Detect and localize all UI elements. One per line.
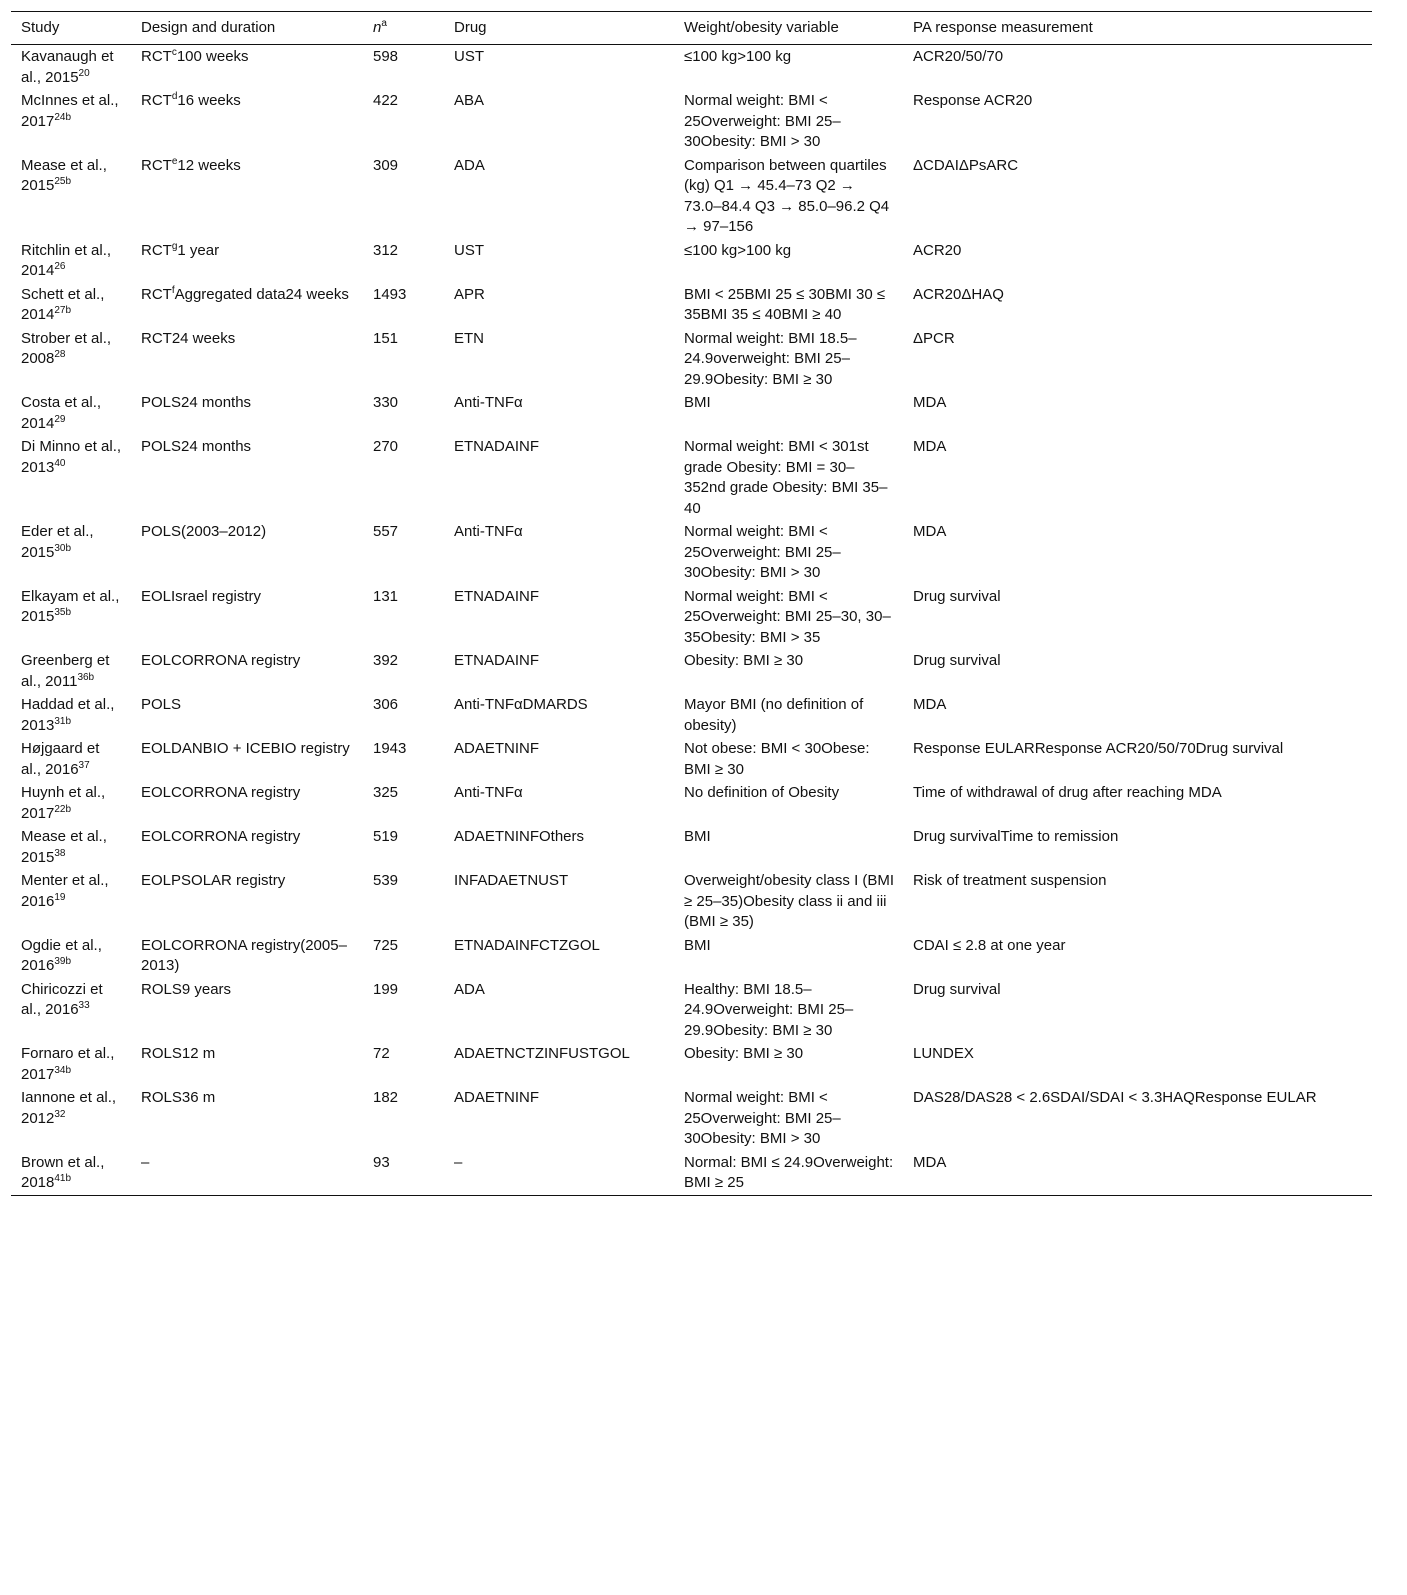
cell-design [131,585,363,650]
table-row [11,45,1372,90]
cell-weight: Obesity: BMI ≥ 30 [684,1045,804,1062]
cell-weight: Comparison between quartiles (kg) Q1 → 45.4–73 Q2 → 73.0–84.4 Q3 → 85.0–96.2 Q4 → 97–156 [684,156,890,235]
study-reference: 31b [54,715,72,727]
cell-drug: APR [454,285,485,303]
cell-weight: BMI [684,394,711,411]
design-type: EOLPSOLAR registry [141,872,286,889]
cell-n: 312 [373,241,399,259]
cell-study [11,391,131,435]
cell-weight: Normal weight: BMI 18.5–24.9overweight: BMI 25–29.9Obesity: BMI ≥ 30 [684,329,857,388]
cell-drug: Anti-TNFαDMARDS [454,696,588,713]
cell-design [131,934,363,978]
cell-pa-response: LUNDEX [913,1045,974,1062]
study-reference: 33 [78,1000,90,1011]
cell-pa-response: Risk of treatment suspension [913,872,1107,889]
design-duration: 1 year [177,241,220,259]
design-footnote: c [171,47,177,58]
cell-pa-response: ΔCDAIΔPsARC [913,156,1019,174]
study-reference: 20 [78,67,90,79]
table-header [11,12,1372,45]
cell-drug: ADAETNCTZINFUSTGOL [454,1045,630,1062]
design-type: EOLCORRONA registry(2005–2013) [141,936,347,974]
cell-n: 325 [373,784,399,801]
cell-design [131,781,363,825]
cell-drug: Anti-TNFα [454,784,523,801]
study-name: Brown et al., 2018 [21,1153,105,1191]
table-row [11,1151,1372,1196]
design-duration: 100 weeks [176,48,249,65]
design-type: RCT [141,156,172,174]
cell-study [11,737,131,781]
table-row [11,154,1372,239]
cell-weight: Overweight/obesity class I (BMI ≥ 25–35)Obesity class ii and iii (BMI ≥ 35) [684,872,895,930]
study-name: Menter et al., 2016 [21,872,109,910]
design-type: EOLCORRONA registry [141,784,301,801]
table-row [11,825,1372,869]
cell-study [11,781,131,825]
cell-n: 270 [373,438,399,455]
cell-pa-response: Drug survivalTime to remission [913,828,1119,845]
study-reference: 29 [54,413,66,425]
cell-n: 93 [373,1153,390,1171]
study-reference: 26 [54,261,66,272]
design-footnote: d [171,91,178,102]
study-reference: 39b [54,956,72,967]
design-type: ROLS12 m [141,1045,216,1062]
table-row [11,89,1372,154]
cell-n: 306 [373,696,399,713]
design-footnote: f [171,284,175,296]
design-type: RCT [141,241,172,259]
study-reference: 30b [54,542,72,554]
cell-design [131,1042,363,1086]
study-name: Fornaro et al., 2017 [21,1045,115,1083]
study-reference: 25b [54,176,72,187]
cell-design [131,391,363,435]
cell-drug: UST [454,48,484,65]
cell-drug: ADA [454,980,485,998]
cell-design [131,869,363,934]
cell-study [11,154,131,239]
cell-study [11,1151,131,1196]
cell-pa-response: ACR20ΔHAQ [913,285,1004,303]
cell-weight: BMI [684,828,711,845]
cell-n: 131 [373,587,399,605]
cell-design [131,435,363,520]
header-drug: Drug [454,19,487,36]
cell-design [131,1086,363,1151]
cell-drug: ADAETNINF [454,740,540,757]
cell-pa-response: CDAI ≤ 2.8 at one year [913,936,1066,954]
cell-pa-response: ACR20 [913,241,962,259]
table-row [11,737,1372,781]
study-name: Ritchlin et al., 2014 [21,241,112,279]
cell-design [131,1151,363,1196]
table-row [11,1086,1372,1151]
table-row [11,781,1372,825]
cell-drug: INFADAETNUST [454,872,569,889]
header-n-label: n [373,19,382,36]
cell-drug: ADAETNINFOthers [454,828,585,845]
study-reference: 22b [54,803,72,815]
study-name: Haddad et al., 2013 [21,696,115,734]
cell-weight: Not obese: BMI < 30Obese: BMI ≥ 30 [684,740,870,778]
cell-pa-response: Drug survival [913,980,1001,998]
study-reference: 40 [54,457,66,469]
cell-study [11,283,131,327]
cell-study [11,649,131,693]
table-row [11,585,1372,650]
design-type: ROLS36 m [141,1089,216,1106]
cell-design [131,693,363,737]
cell-n: 598 [373,48,399,65]
study-reference: 35b [54,607,72,618]
cell-pa-response: MDA [913,523,947,540]
cell-weight: Normal: BMI ≤ 24.9Overweight: BMI ≥ 25 [684,1153,894,1191]
study-name: Costa et al., 2014 [21,394,102,432]
cell-weight: Normal weight: BMI < 25Overweight: BMI 25–30Obesity: BMI > 30 [684,1089,841,1147]
cell-weight: ≤100 kg>100 kg [684,48,792,65]
cell-n: 1493 [373,285,407,303]
cell-study [11,435,131,520]
cell-weight: Normal weight: BMI < 25Overweight: BMI 25–30Obesity: BMI > 30 [684,523,841,581]
cell-pa-response: MDA [913,696,947,713]
table-row [11,649,1372,693]
cell-pa-response: Response EULARResponse ACR20/50/70Drug survival [913,740,1284,757]
cell-weight: Normal weight: BMI < 25Overweight: BMI 25–30Obesity: BMI > 30 [684,92,841,150]
design-type: – [141,1153,150,1171]
table-row [11,239,1372,283]
design-type: RCT [141,285,172,303]
study-name: Chiricozzi et al., 2016 [21,980,103,1018]
cell-study [11,1086,131,1151]
cell-n: 72 [373,1045,390,1062]
cell-weight: Obesity: BMI ≥ 30 [684,652,804,669]
header-row [11,12,1372,45]
design-duration: 16 weeks [177,92,241,109]
study-name: Schett et al., 2014 [21,285,105,323]
study-name: Ogdie et al., 2016 [21,936,102,974]
cell-n: 539 [373,872,399,889]
cell-study [11,45,131,90]
cell-weight: Mayor BMI (no definition of obesity) [684,696,864,734]
study-name: Mease et al., 2015 [21,156,107,194]
cell-pa-response: ΔPCR [913,329,955,347]
cell-n: 330 [373,394,399,411]
cell-pa-response: MDA [913,438,947,455]
cell-study [11,825,131,869]
cell-pa-response: Drug survival [913,652,1001,669]
study-name: Kavanaugh et al., 2015 [21,48,114,86]
cell-design [131,737,363,781]
design-type: POLS24 months [141,438,252,455]
cell-drug: ETN [454,329,484,347]
cell-drug: UST [454,241,484,259]
cell-design [131,89,363,154]
cell-study [11,585,131,650]
study-reference: 28 [54,349,66,360]
cell-n: 151 [373,329,399,347]
header-n [363,12,444,45]
study-reference: 37 [78,759,90,771]
table-row [11,283,1372,327]
cell-study [11,327,131,392]
cell-drug: Anti-TNFα [454,523,523,540]
cell-pa-response: Drug survival [913,587,1001,605]
header-n-footnote: a [381,18,387,29]
table-row [11,934,1372,978]
cell-pa-response: Response ACR20 [913,92,1033,109]
study-reference: 24b [54,111,72,123]
cell-n: 392 [373,652,399,669]
design-type: EOLIsrael registry [141,587,262,605]
cell-n: 199 [373,980,399,998]
study-name: Iannone et al., 2012 [21,1089,117,1127]
cell-n: 1943 [373,740,407,757]
design-footnote: g [171,240,178,252]
cell-weight: Normal weight: BMI < 301st grade Obesity: BMI = 30–352nd grade Obesity: BMI 35–40 [684,438,888,517]
cell-design [131,283,363,327]
cell-study [11,869,131,934]
cell-design [131,327,363,392]
cell-drug: ETNADAINFCTZGOL [454,936,600,954]
cell-n: 557 [373,523,399,540]
cell-design [131,978,363,1043]
cell-study [11,1042,131,1086]
table-row [11,435,1372,520]
cell-study [11,934,131,978]
cell-drug: ADAETNINF [454,1089,540,1106]
cell-n: 725 [373,936,399,954]
studies-table [11,11,1372,1196]
cell-weight: BMI < 25BMI 25 ≤ 30BMI 30 ≤ 35BMI 35 ≤ 40BMI ≥ 40 [684,285,886,323]
study-reference: 19 [54,891,66,903]
header-weight: Weight/obesity variable [684,19,839,36]
cell-weight: Normal weight: BMI < 25Overweight: BMI 25–30, 30–35Obesity: BMI > 35 [684,587,891,646]
study-name: Huynh et al., 2017 [21,784,106,822]
design-type: EOLCORRONA registry [141,828,301,845]
study-name: Greenberg et al., 2011 [21,652,110,690]
design-type: RCT [141,92,172,109]
design-type: RCT24 weeks [141,329,236,347]
header-design: Design and duration [141,19,276,36]
cell-design [131,649,363,693]
design-duration: Aggregated data24 weeks [174,285,349,303]
header-pa: PA response measurement [913,19,1093,36]
study-name: Di Minno et al., 2013 [21,438,122,476]
design-footnote: e [171,155,178,167]
cell-n: 182 [373,1089,399,1106]
cell-study [11,520,131,585]
cell-pa-response: MDA [913,394,947,411]
cell-pa-response: MDA [913,1153,947,1171]
cell-weight: No definition of Obesity [684,784,840,801]
cell-design [131,239,363,283]
cell-study [11,978,131,1043]
study-reference: 32 [54,1108,66,1120]
study-reference: 41b [54,1173,72,1184]
cell-drug: Anti-TNFα [454,394,523,411]
study-name: Eder et al., 2015 [21,523,94,561]
cell-study [11,89,131,154]
cell-drug: ETNADAINF [454,652,540,669]
cell-design [131,45,363,90]
table-row [11,327,1372,392]
cell-drug: – [454,1153,463,1171]
table-row [11,693,1372,737]
table-row [11,978,1372,1043]
study-reference: 27b [54,305,72,316]
design-type: POLS [141,696,182,713]
design-type: EOLCORRONA registry [141,652,301,669]
study-reference: 36b [77,671,95,683]
design-type: POLS24 months [141,394,252,411]
table-row [11,869,1372,934]
study-name: Mease et al., 2015 [21,828,107,866]
study-reference: 34b [54,1064,72,1076]
cell-drug: ETNADAINF [454,438,540,455]
design-type: EOLDANBIO + ICEBIO registry [141,740,350,757]
cell-n: 519 [373,828,399,845]
cell-study [11,693,131,737]
cell-design [131,520,363,585]
cell-drug: ADA [454,156,485,174]
study-name: McInnes et al., 2017 [21,92,119,130]
header-study: Study [21,19,60,36]
study-name: Højgaard et al., 2016 [21,740,100,778]
cell-pa-response: DAS28/DAS28 < 2.6SDAI/SDAI < 3.3HAQResponse EULAR [913,1089,1317,1106]
cell-weight: BMI [684,936,711,954]
study-name: Strober et al., 2008 [21,329,112,367]
table-body [11,45,1372,1196]
cell-n: 422 [373,92,399,109]
study-reference: 38 [54,847,66,859]
cell-drug: ABA [454,92,485,109]
cell-weight: Healthy: BMI 18.5–24.9Overweight: BMI 25–29.9Obesity: BMI ≥ 30 [684,980,854,1039]
design-type: ROLS9 years [141,980,232,998]
study-name: Elkayam et al., 2015 [21,587,120,625]
table-row [11,520,1372,585]
design-duration: 12 weeks [177,156,241,174]
cell-drug: ETNADAINF [454,587,540,605]
design-type: RCT [141,48,172,65]
table-row [11,1042,1372,1086]
design-type: POLS(2003–2012) [141,523,267,540]
cell-design [131,154,363,239]
cell-pa-response: ACR20/50/70 [913,48,1004,65]
cell-study [11,239,131,283]
table-row [11,391,1372,435]
cell-weight: ≤100 kg>100 kg [684,241,792,259]
cell-n: 309 [373,156,399,174]
table-container [11,11,1372,1196]
cell-design [131,825,363,869]
cell-pa-response: Time of withdrawal of drug after reaching MDA [913,784,1222,801]
